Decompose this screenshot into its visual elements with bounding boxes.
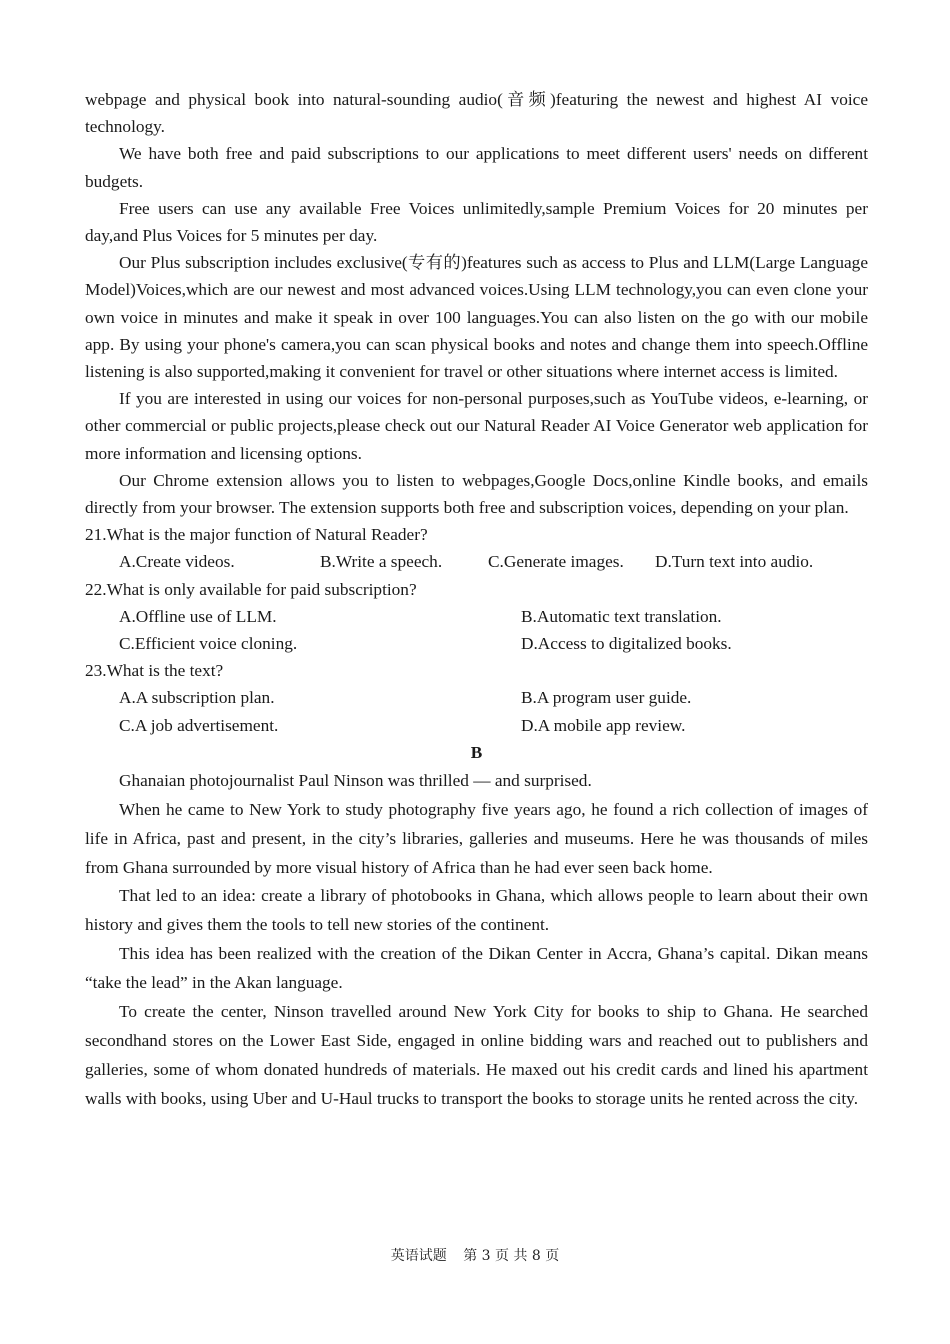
question-23-option-a: A.A subscription plan. — [119, 688, 275, 708]
passage-b-paragraph-4: This idea has been realized with the creation of the Dikan Center in Accra, Ghana’s capital. Dikan means “take the lead” in the Akan language. — [85, 944, 868, 993]
section-heading-b: B — [470, 742, 483, 762]
question-22-option-a: A.Offline use of LLM. — [119, 606, 277, 626]
question-23-option-c: C.A job advertisement. — [119, 715, 279, 735]
passage-a-paragraph-5: If you are interested in using our voices for non-personal purposes,such as YouTube videos, e-learning, or other commercial or public projects,please check out our Natural Reader AI Voice Generator web application for more information and licensing options. — [85, 389, 868, 463]
passage-a-paragraph-3: Free users can use any available Free Voices unlimitedly,sample Premium Voices for 20 minutes per day,and Plus Voices for 5 minutes per day. — [85, 198, 868, 246]
questions-block — [85, 521, 868, 739]
question-22-options-row-1 — [85, 603, 868, 630]
question-21-options — [85, 548, 868, 575]
passage-a — [85, 86, 868, 521]
question-22-option-b: B.Automatic text translation. — [521, 606, 722, 626]
passage-b — [85, 739, 868, 1114]
passage-b-paragraph-5: To create the center, Ninson travelled around New York City for books to ship to Ghana. He searched secondhand stores on the Lower East Side, engaged in online bidding wars and reached out to publishers and galleries, some of whom donated hundreds of materials. He maxed out his credit cards and lined his apartment walls with books, using Uber and U-Haul trucks to transport the books to storage units he rented across the city. — [85, 1002, 868, 1108]
page-footer — [0, 1245, 950, 1265]
exam-page — [85, 86, 868, 1114]
question-21-option-a: A.Create videos. — [119, 552, 235, 572]
question-21-option-c: C.Generate images. — [488, 552, 624, 572]
passage-a-paragraph-2: We have both free and paid subscriptions to our applications to meet different users' needs on different budgets. — [85, 144, 868, 191]
question-21-option-b: B.Write a speech. — [320, 552, 443, 572]
footer-subject: 英语试题 — [390, 1248, 447, 1264]
passage-b-paragraph-3: That led to an idea: create a library of photobooks in Ghana, which allows people to learn about their own history and gives them the tools to tell new stories of the continent. — [85, 886, 868, 935]
passage-a-paragraph-6: Our Chrome extension allows you to listen to webpages,Google Docs,online Kindle books, and emails directly from your browser. The extension supports both free and subscription voices, depending on your plan. — [85, 470, 868, 518]
question-23-option-b: B.A program user guide. — [521, 688, 692, 708]
question-23-options-row-1 — [85, 684, 868, 711]
question-21-option-d: D.Turn text into audio. — [655, 552, 814, 572]
question-23-option-d: D.A mobile app review. — [521, 715, 686, 735]
question-22-option-c: C.Efficient voice cloning. — [119, 634, 298, 654]
question-22-stem: 22.What is only available for paid subscription? — [85, 579, 417, 599]
footer-page-number: 第 3 页 共 8 页 — [463, 1248, 560, 1264]
passage-b-paragraph-2: When he came to New York to study photography five years ago, he found a rich collection of images of life in Africa, past and present, in the city’s libraries, galleries and museums. Here he was thousands of miles from Ghana surrounded by more visual history of Africa than he had ever seen back home. — [85, 799, 868, 877]
question-21-stem: 21.What is the major function of Natural Reader? — [85, 525, 428, 545]
question-23-options-row-2 — [85, 712, 868, 739]
question-22-option-d: D.Access to digitalized books. — [521, 634, 732, 654]
passage-a-paragraph-1: webpage and physical book into natural-sounding audio(音频)featuring the newest and highest AI voice technology. — [85, 90, 868, 137]
question-22-options-row-2 — [85, 630, 868, 657]
passage-a-paragraph-4: Our Plus subscription includes exclusive(专有的)features such as access to Plus and LLM(Large Language Model)Voices,which are our newest and most advanced voices.Using LLM technology,you can even clone your own voice in minutes and make it speak in over 100 languages.You can also listen on the go with our mobile app. By using your phone's camera,you can scan physical books and notes and change them into speech.Offline listening is also supported,making it convenient for travel or other situations where internet access is limited. — [85, 253, 868, 382]
passage-b-paragraph-1: Ghanaian photojournalist Paul Ninson was thrilled — and surprised. — [119, 770, 592, 790]
question-23-stem: 23.What is the text? — [85, 661, 224, 681]
